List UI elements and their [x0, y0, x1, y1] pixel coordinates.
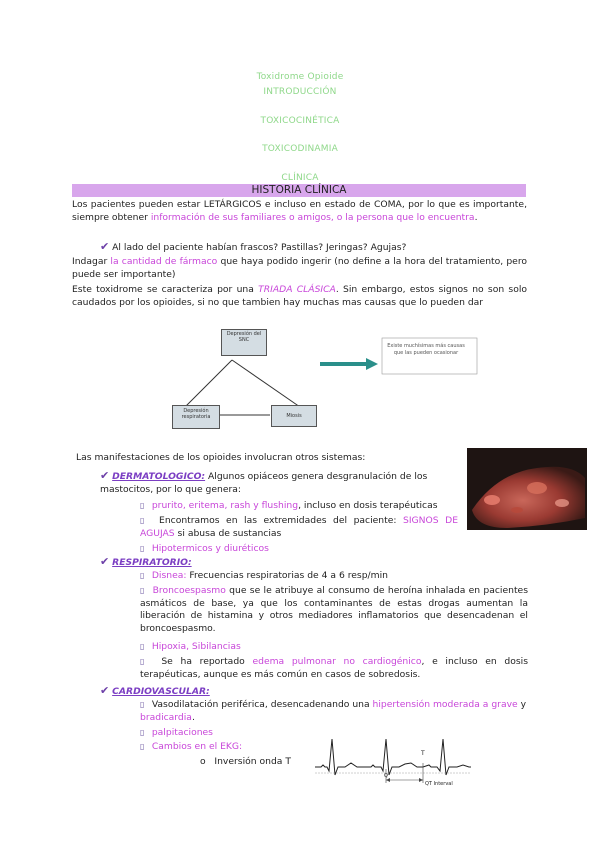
derm-item-1: [140, 500, 460, 513]
cardio-item-2: [140, 727, 340, 740]
derm-item-2-text: Encontramos en las extremidades del paciente:: [159, 515, 403, 526]
cardio-item-1-end: .: [191, 711, 195, 723]
resp-item-4: [140, 656, 528, 681]
resp-item-1: [140, 570, 528, 583]
paragraph-triada: [72, 284, 527, 309]
resp-item-1-highlight: Disnea:: [151, 570, 187, 581]
square-bullet-icon: ▯: [140, 501, 145, 510]
resp-item-4-end: , e incluso en dosis terapéuticas, aunque es más común en casos de sobredosis.: [140, 656, 529, 680]
triad-box-miosis: [271, 405, 317, 427]
toc-toxicodinamia[interactable]: TOXICODINAMIA: [262, 144, 338, 154]
derm-item-2: [140, 515, 458, 540]
paragraph-indagar: [72, 256, 527, 281]
skin-lesion-image: [467, 448, 587, 530]
derm-item-2-end: si abusa de sustancias: [174, 527, 282, 539]
derm-item-3: [140, 543, 460, 556]
toc-toxicocinetica[interactable]: TOXICOCINÉTICA: [260, 116, 340, 126]
p1-text: Los pacientes pueden estar LETÁRGICOS e incluso en estado de COMA, por lo que es importante, siempre obtener: [72, 199, 527, 223]
arrow-icon: [320, 358, 378, 370]
derm-section: [100, 470, 458, 496]
circle-bullet-icon: o: [200, 756, 206, 767]
derm-title: DERMATOLOGICO:: [112, 471, 206, 482]
cardio-item-3: [140, 741, 340, 754]
cardio-section: [100, 685, 460, 699]
square-bullet-icon: ▯: [140, 544, 145, 553]
cardio-item-1: [140, 699, 528, 724]
square-bullet-icon: ▯: [140, 700, 145, 709]
triad-box-respiratoria-label: Depresión respiratoria: [181, 408, 211, 420]
square-bullet-icon: ▯: [140, 516, 145, 525]
square-bullet-icon: ▯: [140, 657, 145, 666]
ekg-label-t: T: [421, 750, 425, 757]
cardio-item-1-highlight: hipertensión moderada a grave: [372, 699, 518, 710]
toc-clinica[interactable]: CLÍNICA: [281, 173, 319, 183]
resp-item-4-highlight: edema pulmonar no cardiogénico: [252, 656, 422, 667]
p2-text: Indagar: [72, 256, 111, 267]
p3-text: Este toxidrome se caracteriza por una: [72, 284, 259, 295]
p1-end: .: [474, 211, 478, 223]
resp-item-2-highlight: Broncoespasmo: [152, 585, 226, 596]
derm-item-3-highlight: Hipotermicos y diuréticos: [151, 543, 269, 554]
derm-item-2-highlight: SIGNOS DE AGUJAS: [140, 515, 458, 539]
p1-highlight: información de sus familiares o amigos, o la persona que lo encuentra: [150, 211, 475, 223]
checkmark-icon: ✔: [100, 555, 110, 568]
resp-title: RESPIRATORIO:: [112, 557, 192, 568]
cardio-item-1-mid: y: [517, 699, 527, 710]
ekg-label-q: Q: [384, 773, 388, 779]
resp-section: [100, 556, 460, 570]
cardio-item-2-highlight: palpitaciones: [151, 727, 213, 738]
triad-note: Existe muchísimas más causas que las pueden ocasionar: [387, 343, 465, 356]
derm-text: Algunos opiáceos genera desgranulación de los mastocitos, por lo que genera:: [100, 471, 428, 495]
p3-highlight: TRIADA CLÁSICA: [258, 284, 336, 295]
triad-box-respiratoria: [172, 405, 220, 429]
cardio-item-1-highlight-2: bradicardia: [140, 711, 192, 723]
resp-item-1-text: Frecuencias respiratorias de 4 a 6 resp/min: [186, 570, 388, 581]
section-header-text: HISTORIA CLÍNICA: [251, 184, 347, 196]
resp-item-2: [140, 585, 528, 635]
checkmark-icon: ✔: [100, 240, 110, 253]
square-bullet-icon: ▯: [140, 642, 145, 651]
square-bullet-icon: ▯: [140, 728, 145, 737]
p2-end: que haya podido ingerir (no define a la hora del tratamiento, pero puede ser importante): [72, 256, 528, 280]
p2-highlight: la cantidad de fármaco: [110, 256, 218, 267]
triad-box-snc-label: Depresión del SNC: [226, 331, 262, 343]
ekg-label-qt: QT Interval: [425, 781, 453, 787]
ekg-image: [313, 735, 473, 790]
check-item: [100, 241, 530, 255]
square-bullet-icon: ▯: [140, 571, 145, 580]
derm-item-1-highlight: prurito, eritema, rash y flushing: [151, 500, 299, 511]
checkmark-icon: ✔: [100, 684, 110, 697]
square-bullet-icon: ▯: [140, 742, 145, 751]
p3-end: . Sin embargo, estos signos no son solo caudados por los opioides, si no que tambien hay muchas mas causas que lo pueden dar: [72, 284, 527, 308]
resp-item-4-text: Se ha reportado: [161, 656, 253, 667]
cardio-subitem-text: Inversión onda T: [214, 756, 291, 767]
paragraph-letargicos: [72, 199, 527, 224]
cardio-title: CARDIOVASCULAR:: [112, 686, 210, 697]
square-bullet-icon: ▯: [140, 586, 145, 595]
checkmark-icon: ✔: [100, 469, 110, 482]
derm-item-1-text: , incluso en dosis terapéuticas: [298, 500, 438, 511]
toc-introduccion[interactable]: INTRODUCCIÓN: [263, 87, 337, 97]
toc-title[interactable]: Toxidrome Opioide: [256, 72, 344, 82]
cardio-item-3-highlight: Cambios en el EKG:: [151, 741, 243, 752]
cardio-item-1-text: Vasodilatación periférica, desencadenando una: [151, 699, 373, 710]
paragraph-manifestaciones: Las manifestaciones de los opioides involucran otros sistemas:: [76, 452, 366, 463]
triad-box-miosis-label: Miosis: [286, 413, 302, 419]
triad-box-snc: [221, 329, 267, 356]
cardio-subitem: [200, 756, 320, 769]
resp-item-3-highlight: Hipoxia, Sibilancias: [151, 641, 241, 652]
section-header: [72, 184, 526, 197]
resp-item-2-text: que se le atribuye al consumo de heroína inhalada en pacientes asmáticos de base, ya que los contaminantes de estas drogas aumentan la liberación de histamina y otros mediadores inflamatorios que desencadenan el broncoespasmo.: [140, 585, 529, 634]
resp-item-3: [140, 641, 528, 654]
check-item-text: Al lado del paciente habían frascos? Pastillas? Jeringas? Agujas?: [112, 242, 407, 253]
